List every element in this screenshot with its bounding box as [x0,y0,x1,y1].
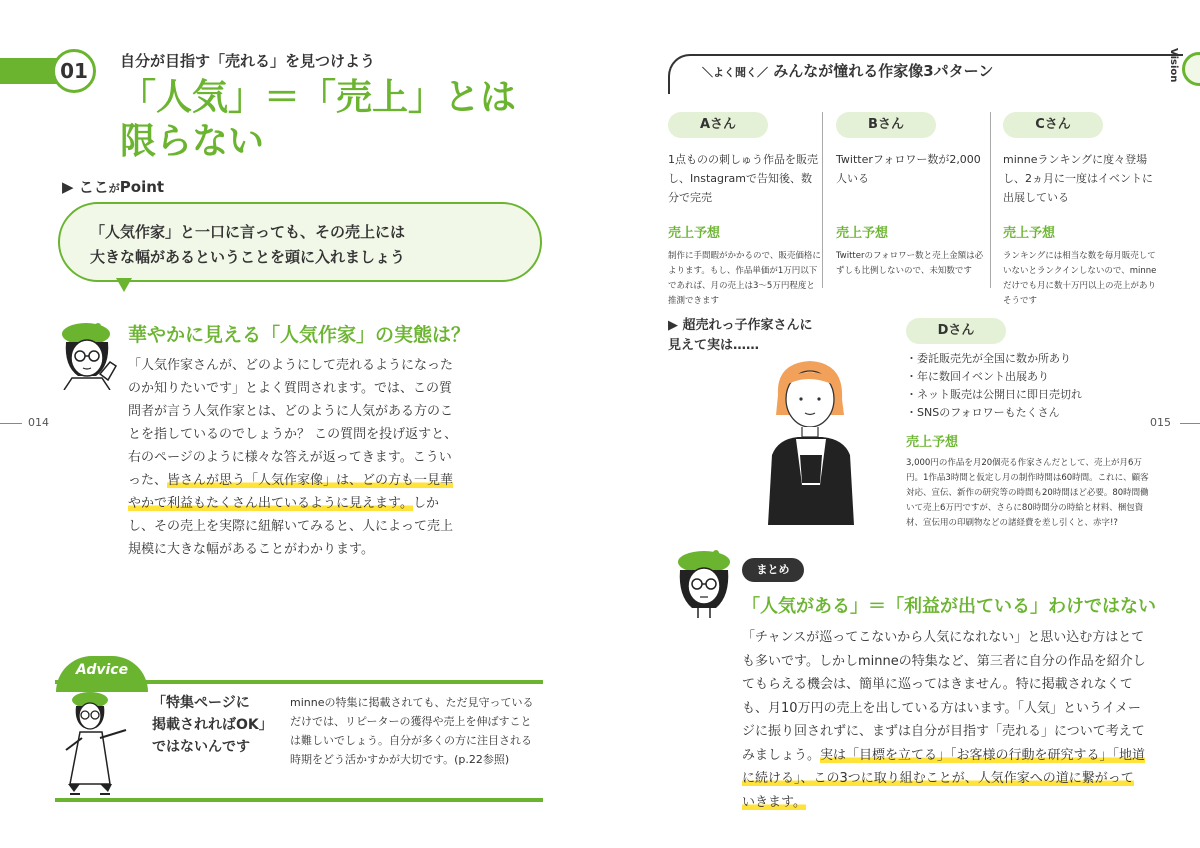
vision-tab-label: Vision [1168,48,1179,83]
forecast-note: 制作に手間暇がかかるので、販売価格によります。もし、作品単価が1万円以下であれば、月の売上は3〜5万円程度と推測できます [668,251,821,306]
person-pill: Aさん [668,112,768,138]
page-title [120,76,516,164]
forecast-note: ランキングには相当な数を毎月販売していないとランクインしないので、minneだけでも月に数十万円以上の売上がありそうです [1003,251,1157,306]
pattern-column-b [836,112,990,279]
point-bubble [58,202,542,282]
person-desc: Twitterフォロワー数が2,000人いる [836,153,981,185]
list-item: ・SNSのフォロワーもたくさん [906,406,1060,419]
pattern-title: ＼よく聞く／ みんなが憧れる作家像3パターン [690,60,1005,81]
vision-tab-circle [1182,52,1200,86]
person-desc: minneランキングに度々登場し、2ヵ月に一度はイベントに出展している [1003,153,1153,204]
pattern-column-c [1003,112,1157,309]
list-item: ・年に数回イベント出展あり [906,370,1049,383]
summary-badge: まとめ [742,558,804,582]
summary-heading: 「人気がある」＝「利益が出ている」わけではない [742,596,1156,617]
column-divider [990,112,991,288]
column-divider [822,112,823,288]
beret-woman-illustration-2 [668,548,740,618]
body-text: 「人気作家さんが、どのようにして売れるようになったのか知りたいです」とよく質問されます。では、この質問者が言う人気作家とは、どのように人気がある方のことを指しているのでしょうか？ この質問を投げ返すと、右のページのように様々な答えが返ってきます。こういった、皆さんが思う「人気作家像」は、どの方も一見華やかで利益もたくさん出ているように見えます。しかし、その売上を実際に紐解いてみると、人によって売上規模に大きな幅があることがわかります。 [128,358,458,557]
forecast-label: 売上予想 [836,226,889,241]
person-desc: 1点ものの刺しゅう作品を販売し、Instagramで告知後、数分で完売 [668,153,818,204]
highlighted-text: 実は「目標を立てる」「お客様の行動を研究する」「地道に続ける」、この3つに取り組むことが、人気作家への道に繋がっていきます。 [742,747,1146,810]
summary-body: 「チャンスが巡ってこないから人気になれない」と思い込む方はとても多いです。しかしminneの特集など、第三者に自分の作品を紹介してもらえる機会は、簡単に巡ってはきません。特に掲載されなくても、月10万円の売上を出している方はいます。「人気」というイメージに振り回されずに、まずは自分が目指す「売れる」について考えてみましょう。実は「目標を立てる」「お客様の行動を研究する」「地道に続ける」、この3つに取り組むことが、人気作家への道に繋がっていきます。 [742,630,1146,810]
person-pill: Cさん [1003,112,1103,138]
person-pill: Bさん [836,112,936,138]
forecast-label: 売上予想 [1003,226,1056,241]
section-number: 01 [52,49,96,93]
list-item: ・委託販売先が全国に数か所あり [906,352,1071,365]
page-number-right: 015 [1150,416,1171,429]
d-lead: ▶ 超売れっ子作家さんに 見えて実は…… [668,318,813,353]
point-line-1: 「人気作家」と一口に言っても、その売上には [90,223,406,241]
page-rule-left [0,423,22,424]
forecast-note: Twitterのフォロワー数と売上金額は必ずしも比例しないので、未知数です [836,251,984,276]
forecast-note-d: 3,000円の作品を月20個売る作家さんだとして、売上が月6万円。1作品3時間と仮定し月の制作時間は60時間。これに、顧客対応、宣伝、新作の研究等の時間も20時間ほど必要。80時間働いて売上6万円ですが、さらに80時間分の時給と材料、梱包資材、宣伝用の印刷物などの諸経費を差し引くと、赤字!? [906,458,1149,528]
beret-woman-illustration [56,320,130,390]
d-list [906,350,1082,422]
advice-body: minneの特集に掲載されても、ただ見守っているだけでは、リピーターの獲得や売上を伸ばすことは難しいでしょう。自分が多くの方に注目される時期をどう活かすかが大切です。(p.22参照) [290,696,534,766]
bubble-tail [116,278,132,292]
highlighted-text: 皆さんが思う「人気作家像」は、どの方も一見華やかで利益もたくさん出ているように見えます。 [128,473,454,511]
advice-badge: Advice [56,656,148,692]
person-pill-d: Dさん [906,318,1006,344]
forecast-label-d: 売上予想 [906,435,959,450]
point-line-2: 大きな幅があるということを頭に入れましょう [90,248,406,266]
page-rule-right [1180,423,1200,424]
title-line-1: 「人気」＝「売上」とは [120,77,517,118]
title-line-2: 限らない [120,121,265,162]
triangle-icon: ▶ [62,178,79,196]
page-number-left: 014 [28,416,49,429]
kicker: 自分が目指す「売れる」を見つけよう [120,52,376,70]
section-heading: 華やかに見える「人気作家」の実態は？ [128,324,471,346]
pattern-column-a [668,112,822,309]
pointing-woman-illustration [60,688,130,796]
list-item: ・ネット販売は公開日に即日売切れ [906,388,1082,401]
advice-heading: 「特集ページに 掲載されればOK」 ではないんです [152,695,273,755]
point-label: ▶ ここがPoint [62,178,165,196]
forecast-label: 売上予想 [668,226,721,241]
orange-hair-woman-illustration [758,355,868,527]
